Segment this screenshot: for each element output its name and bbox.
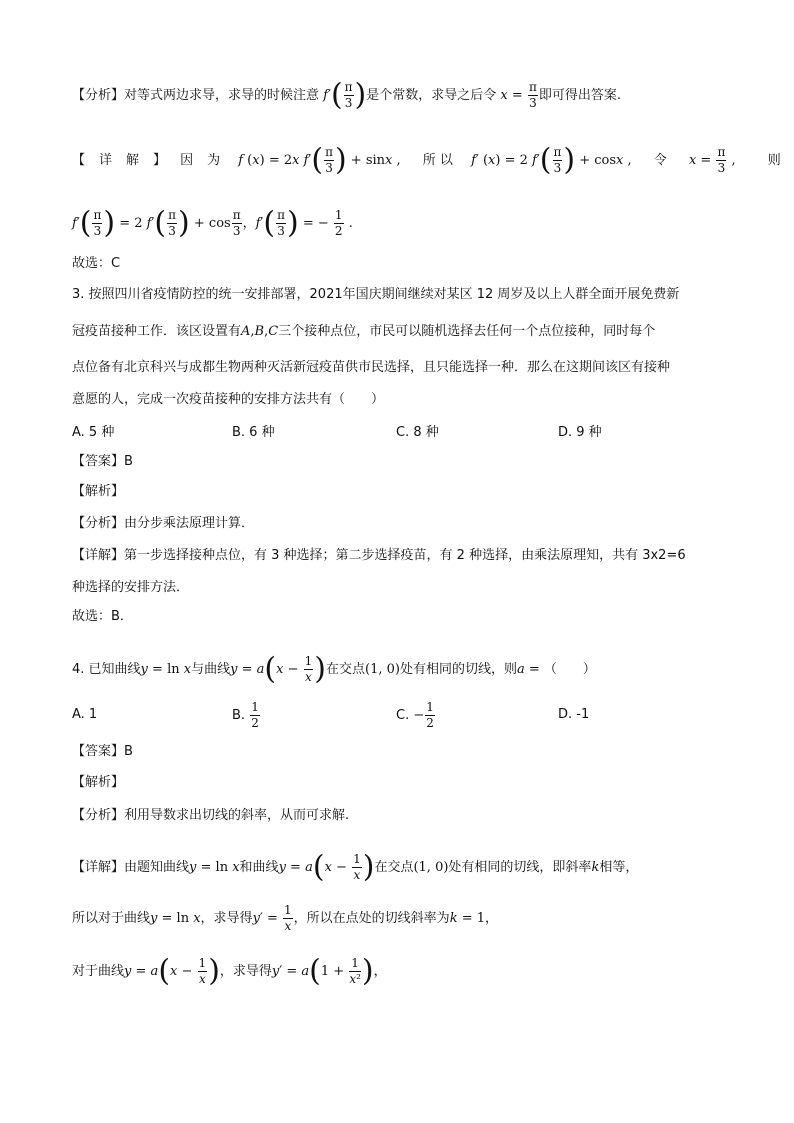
q4-stem: 4. 已知曲线y = ln x与曲线y = a(x − $\frac{1}{x}$ )在交点(1, 0)处有相同的切线，则a = （ ） <box>72 651 596 687</box>
q4-detail-text: 所以对于曲线 <box>72 911 151 926</box>
sec2-detail-line <box>72 142 781 178</box>
formula-y-a: y = a(x − $\frac{1}{x}$ ) <box>230 651 326 687</box>
q3-detail-line1: 【详解】第一步选择接种点位，有 3 种选择；第二步选择疫苗，有 2 种选择，由乘法原理知，共有 3x2=6 <box>72 548 686 563</box>
q4-detail-text: ， <box>485 911 499 926</box>
formula-y-lnx: y = ln x <box>140 662 192 677</box>
q3-stem-text: 三个接种点位，市民可以随机选择去任何一个点位接种，同时每个 <box>278 324 656 339</box>
analysis-text: 即可得出答案. <box>538 88 621 103</box>
detail-text: 令 <box>653 153 667 168</box>
analysis-tag: 【分析】 <box>72 88 125 103</box>
q3-option-a: A. 5 种 <box>72 425 115 440</box>
q4-detail-text: 相等， <box>599 860 639 875</box>
q4-option-d: D. -1 <box>558 707 590 722</box>
detail-tag-2: 解 <box>126 153 140 168</box>
q3-option-b: B. 6 种 <box>232 425 275 440</box>
q4-stem-text: （ ） <box>543 662 596 677</box>
q4-detail-text: ，所以在点处的切线斜率为 <box>293 911 450 926</box>
formula-point: (1, 0) <box>365 662 400 677</box>
detail-tag-5: 为 <box>207 153 221 168</box>
analysis-text: 对等式两边求导，求导的时候注意 <box>124 88 320 103</box>
q4-option-c: C. − $\frac{1}{2}$ <box>396 700 434 730</box>
analysis-text: 是个常数，求导之后令 <box>366 88 497 103</box>
q4-option-b: B. $\frac{1}{2}$ <box>232 700 259 730</box>
q3-answer: 【答案】B <box>72 454 133 469</box>
q4-detail-text: 处有相同的切线，即斜率 <box>448 860 592 875</box>
formula-x-eq-pi3: x = $\frac{\pi}{3}$ , <box>688 145 736 175</box>
q4-detail-text: 【详解】由题知曲线 <box>72 860 190 875</box>
sec2-pick: 故选：C <box>72 256 121 271</box>
q4-detail-text: 和曲线 <box>239 860 279 875</box>
q3-option-d: D. 9 种 <box>558 425 602 440</box>
q4-detail-text: ，求导得 <box>200 911 253 926</box>
formula-fx: f (x) = 2x f′( $\frac{\pi}{3}$ ) + sinx , <box>238 142 401 178</box>
detail-tag-3: 】 <box>153 153 167 168</box>
sec2-analysis-line <box>72 77 621 113</box>
q4-detail-text: 在交点 <box>374 860 414 875</box>
formula-result: f′( $\frac{\pi}{3}$ ) = 2 f′( $\frac{\pi}{3}$ ) + cos $\frac{\pi}{3}$ ，f′( $\frac{\pi}{3}$ ) = − $\frac{1}{2}$ . <box>72 205 353 241</box>
q4-option-b-label: B. <box>232 708 246 723</box>
detail-text: 则 <box>767 153 781 168</box>
q4-detail-line3: 对于曲线y = a(x − $\frac{1}{x}$ )，求导得y′ = a(1 + $\frac{1}{\text{x²}}$ )， <box>72 953 387 989</box>
q4-detail-line2: 所以对于曲线y = ln x，求导得y′ = $\frac{1}{x}$ ，所以在点处的切线斜率为k = 1， <box>72 903 499 933</box>
q3-pick: 故选：B． <box>72 609 133 624</box>
q3-stem-line4: 意愿的人，完成一次疫苗接种的安排方法共有（ ） <box>72 392 385 407</box>
q4-option-a: A. 1 <box>72 707 98 722</box>
q4-option-c-label: C. <box>396 708 410 723</box>
q4-stem-text: 在交点 <box>325 662 365 677</box>
q4-stem-text: 与曲线 <box>191 662 231 677</box>
q4-detail-text: 对于曲线 <box>72 964 125 979</box>
q4-analysis: 【分析】利用导数求出切线的斜率，从而可求解. <box>72 808 350 823</box>
detail-text: 所 以 <box>422 153 453 168</box>
formula-fprime-x: f′ (x) = 2 f′( $\frac{\pi}{3}$ ) + cosx , <box>471 142 632 178</box>
q3-stem-line3: 点位备有北京科兴与成都生物两种灭活新冠疫苗供市民选择，且只能选择一种．那么在这期间该区有接种 <box>72 360 671 375</box>
q4-stem-text: 处有相同的切线，则 <box>399 662 517 677</box>
q3-stem-text: 冠疫苗接种工作．该区设置有 <box>72 324 242 339</box>
q3-option-c: C. 8 种 <box>396 425 439 440</box>
q4-detail-line1: 【详解】由题知曲线y = ln x和曲线y = a(x − $\frac{1}{x}$ )在交点(1, 0)处有相同的切线，即斜率k相等， <box>72 849 639 885</box>
q3-analysis: 【分析】由分步乘法原理计算． <box>72 516 255 531</box>
q4-detail-text: ，求导得 <box>219 964 272 979</box>
sec2-detail-line2 <box>72 205 353 241</box>
q3-jiexi: 【解析】 <box>72 484 125 499</box>
formula-fprime-pi3: f′( $\frac{\pi}{3}$ ) <box>323 77 367 113</box>
q4-stem-text: 4. 已知曲线 <box>72 662 141 677</box>
q3-stem-line1: 3. 按照四川省疫情防控的统一安排部署，2021年国庆期间继续对某区 12 周岁及以上人群全面开展免费新 <box>72 287 680 302</box>
detail-tag-1: 详 <box>99 153 113 168</box>
formula-abc: A <box>241 324 251 339</box>
q3-stem-line2: 冠疫苗接种工作．该区设置有A,B,C三个接种点位，市民可以随机选择去任何一个点位接种，同时每个 <box>72 324 656 339</box>
formula-x-eq-pi3: x = $\frac{\pi}{3}$ <box>500 80 537 110</box>
detail-tag-0: 【 <box>72 153 86 168</box>
detail-tag-4: 因 <box>180 153 194 168</box>
q4-jiexi: 【解析】 <box>72 775 125 790</box>
q4-detail-text: ， <box>373 964 387 979</box>
q3-detail-line2: 种选择的安排方法． <box>72 580 190 595</box>
q4-answer: 【答案】B <box>72 744 133 759</box>
